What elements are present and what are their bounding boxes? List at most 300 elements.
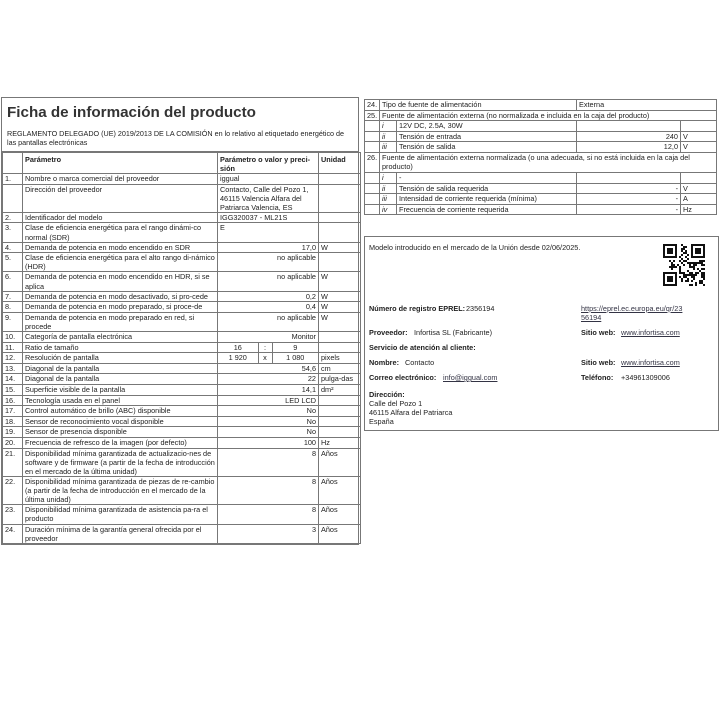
qr-module — [689, 266, 691, 268]
table-row — [3, 342, 361, 353]
power-supply-table — [364, 99, 717, 215]
row-number — [3, 184, 23, 212]
row-description: Demanda de potencia en modo preparado en red, si procede — [23, 312, 218, 331]
table-row — [3, 448, 361, 476]
row-value — [577, 172, 681, 183]
table-row — [365, 100, 717, 111]
qr-module — [683, 248, 685, 250]
table-row — [3, 363, 361, 374]
qr-module — [691, 262, 693, 264]
qr-module — [701, 274, 703, 276]
row-number: 5. — [3, 253, 23, 272]
row-unit — [319, 395, 361, 406]
row-description: Sensor de presencia disponible — [23, 427, 218, 438]
row-description: Diagonal de la pantalla — [23, 374, 218, 385]
qr-module — [681, 280, 683, 282]
service-website-link[interactable]: www.infortisa.com — [621, 358, 680, 367]
row-number: 4. — [3, 242, 23, 253]
qr-module — [683, 264, 685, 266]
qr-module — [695, 264, 697, 266]
qr-module — [677, 264, 679, 266]
row-number: 8. — [3, 302, 23, 313]
eprel-label: Número de registro EPREL: — [369, 304, 466, 313]
row-unit: W — [319, 291, 361, 302]
row-unit — [681, 172, 717, 183]
qr-module — [691, 272, 693, 274]
table-subrow — [365, 172, 717, 183]
row-description: Clase de eficiencia energética para el alto rango di-námico (HDR) — [23, 253, 218, 272]
table-row — [3, 332, 361, 343]
table-row — [3, 385, 361, 396]
row-unit: Años — [319, 448, 361, 476]
table-subrow — [365, 121, 717, 132]
qr-module — [699, 282, 701, 284]
qr-module — [703, 276, 705, 278]
header-value: Parámetro o valor y preci-sión — [218, 152, 319, 173]
row-value: 0,2 — [218, 291, 319, 302]
row-description: Duración mínima de la garantía general ofrecida por el proveedor — [23, 524, 218, 543]
row-value: no aplicable — [218, 253, 319, 272]
row-number: 20. — [3, 438, 23, 449]
table-row — [3, 427, 361, 438]
row-description: Disponibilidad mínima garantizada de asistencia pa-ra el producto — [23, 505, 218, 524]
qr-module — [685, 246, 687, 248]
row-spacer — [365, 204, 380, 215]
qr-module — [685, 256, 687, 258]
sheet-title: Ficha de información del producto — [7, 104, 256, 121]
row-spacer — [365, 194, 380, 205]
ratio-a: 16 — [233, 342, 242, 352]
qr-module — [689, 262, 691, 264]
qr-module — [679, 270, 681, 272]
table-row — [3, 173, 361, 184]
eprel-info-box — [364, 236, 719, 431]
website-label: Sitio web: — [581, 328, 616, 337]
row-spacer — [365, 172, 380, 183]
row-value: 22 — [218, 374, 319, 385]
header-param: Parámetro — [23, 152, 218, 173]
qr-module — [683, 246, 685, 248]
qr-module — [675, 266, 677, 268]
row-spacer — [365, 131, 380, 142]
row-unit: W — [319, 312, 361, 331]
resolution-x: x — [258, 353, 272, 363]
row-value: - — [577, 194, 681, 205]
table-row — [3, 438, 361, 449]
eprel-link-part1: https://eprel.ec.europa.eu/qr/23 — [581, 304, 683, 313]
row-label: - — [397, 172, 577, 183]
qr-module — [701, 276, 703, 278]
qr-module — [671, 262, 673, 264]
row-label: Tensión de salida requerida — [397, 183, 577, 194]
table-row — [3, 253, 361, 272]
row-description: Dirección del proveedor — [23, 184, 218, 212]
qr-module — [697, 262, 699, 264]
qr-module — [691, 280, 693, 282]
row-number: 24. — [3, 524, 23, 543]
qr-module — [685, 252, 687, 254]
qr-module — [671, 268, 673, 270]
row-unit: Hz — [681, 204, 717, 215]
row-description: Nombre o marca comercial del proveedor — [23, 173, 218, 184]
row-unit: pulga-das — [319, 374, 361, 385]
table-subrow — [365, 131, 717, 142]
row-unit: W — [319, 242, 361, 253]
qr-module — [681, 250, 683, 252]
qr-module — [673, 264, 675, 266]
row-value: 100 — [218, 438, 319, 449]
qr-module — [701, 280, 703, 282]
row-description: Demanda de potencia en modo desactivado, si pro-cede — [23, 291, 218, 302]
row-unit — [319, 332, 361, 343]
row-value: 8 — [218, 476, 319, 504]
product-parameters-table — [2, 152, 361, 544]
row-number: 13. — [3, 363, 23, 374]
qr-module — [669, 266, 671, 268]
qr-module — [703, 284, 705, 286]
qr-module — [681, 254, 683, 256]
qr-module — [671, 264, 673, 266]
ratio-split — [218, 343, 318, 353]
table-row — [3, 395, 361, 406]
table-row — [3, 223, 361, 242]
qr-module — [697, 268, 699, 270]
resolution-height: 1 080 — [272, 353, 318, 363]
qr-module — [693, 278, 695, 280]
table-subrow — [365, 142, 717, 153]
row-value: no aplicable — [218, 312, 319, 331]
row-value: 8 — [218, 448, 319, 476]
row-value: - — [577, 183, 681, 194]
row-description: Disponibilidad mínima garantizada de actualizacio-nes de software y de firmware (a partir de la fecha de introducción en el mercado de la última unidad) — [23, 448, 218, 476]
row-description: Superficie visible de la pantalla — [23, 385, 218, 396]
qr-module — [699, 262, 701, 264]
table-row — [3, 406, 361, 417]
qr-module — [679, 272, 681, 274]
qr-module — [667, 276, 673, 282]
qr-module — [699, 270, 701, 272]
row-description: Sensor de reconocimiento vocal disponible — [23, 416, 218, 427]
resolution-split — [218, 353, 318, 363]
qr-module — [703, 268, 705, 270]
qr-module — [691, 266, 693, 268]
table-row — [3, 312, 361, 331]
row-unit: V — [681, 183, 717, 194]
table-row — [3, 184, 361, 212]
row-unit — [319, 212, 361, 223]
row-number: 12. — [3, 353, 23, 364]
row-number: 16. — [3, 395, 23, 406]
row-description: Resolución de pantalla — [23, 353, 218, 364]
eprel-link-part2: 56194 — [581, 313, 602, 323]
qr-module — [681, 248, 683, 250]
row-unit: dm² — [319, 385, 361, 396]
qr-module — [679, 256, 681, 258]
row-value: No — [218, 406, 319, 417]
email-link[interactable]: info@iggual.com — [443, 373, 498, 382]
eprel-link[interactable] — [581, 304, 701, 322]
qr-module — [697, 272, 699, 274]
row-unit: W — [319, 302, 361, 313]
row-value: 14,1 — [218, 385, 319, 396]
qr-module — [685, 260, 687, 262]
row-roman: i — [380, 172, 397, 183]
row-value: Monitor — [218, 332, 319, 343]
resolution-width: 1 920 — [228, 353, 247, 363]
row-unit: Años — [319, 476, 361, 504]
row-description: Identificador del modelo — [23, 212, 218, 223]
provider-label: Proveedor: — [369, 328, 408, 337]
row-label: Frecuencia de corriente requerida — [397, 204, 577, 215]
qr-module — [693, 266, 695, 268]
row-number: 11. — [3, 342, 23, 353]
row-unit: Años — [319, 524, 361, 543]
qr-module — [703, 264, 705, 266]
ratio-b: 9 — [272, 343, 318, 353]
table-row — [3, 353, 361, 364]
row-number: 19. — [3, 427, 23, 438]
row-unit — [319, 184, 361, 212]
row-value: Contacto, Calle del Pozo 1, 46115 Valencia Alfara del Patriarca Valencia, ES — [218, 184, 319, 212]
row-roman: iv — [380, 204, 397, 215]
qr-module — [683, 260, 685, 262]
qr-module — [685, 274, 687, 276]
row-roman: iii — [380, 194, 397, 205]
row-spacer — [365, 183, 380, 194]
table-row — [3, 476, 361, 504]
customer-service-title: Servicio de atención al cliente: — [369, 343, 476, 352]
row-description: Demanda de potencia en modo preparado, si proce-de — [23, 302, 218, 313]
qr-module — [701, 272, 703, 274]
qr-module — [703, 278, 705, 280]
qr-module — [681, 278, 683, 280]
row-description: Disponibilidad mínima garantizada de piezas de re-cambio (a partir de la fecha de introducción en el mercado de la última unidad) — [23, 476, 218, 504]
website-link[interactable]: www.infortisa.com — [621, 328, 680, 337]
qr-module — [703, 260, 705, 262]
qr-module — [669, 260, 671, 262]
regulation-text: REGLAMENTO DELEGADO (UE) 2019/2013 DE LA COMISIÓN en lo relativo al etiquetado energético de las pantallas electrónicas — [7, 129, 345, 148]
qr-module — [673, 260, 675, 262]
qr-module — [685, 276, 687, 278]
qr-module — [703, 274, 705, 276]
row-value: 240 — [577, 131, 681, 142]
row-label: 12V DC, 2.5A, 30W — [397, 121, 577, 132]
qr-module — [683, 274, 685, 276]
row-unit: pixels — [319, 353, 361, 364]
service-website-label: Sitio web: — [581, 358, 616, 367]
row-unit: W — [319, 272, 361, 291]
row-unit: V — [681, 142, 717, 153]
qr-module — [679, 266, 681, 268]
email-label: Correo electrónico: — [369, 373, 437, 382]
table-row — [365, 110, 717, 121]
row-spacer — [365, 121, 380, 132]
qr-code[interactable] — [663, 244, 705, 286]
qr-module — [679, 260, 681, 262]
table-row — [3, 242, 361, 253]
row-number: 14. — [3, 374, 23, 385]
row-label: Fuente de alimentación externa (no normalizada e incluida en la caja del producto) — [380, 110, 717, 121]
qr-module — [687, 270, 689, 272]
table-row — [3, 272, 361, 291]
row-value: IGG320037 - ML21S — [218, 212, 319, 223]
qr-module — [693, 276, 695, 278]
row-value: - — [577, 204, 681, 215]
qr-module — [701, 260, 703, 262]
row-unit — [319, 416, 361, 427]
qr-module — [685, 280, 687, 282]
qr-module — [701, 264, 703, 266]
qr-module — [679, 276, 681, 278]
row-unit: cm — [319, 363, 361, 374]
row-value: E — [218, 223, 319, 242]
row-value: LED LCD — [218, 395, 319, 406]
row-number: 18. — [3, 416, 23, 427]
qr-module — [703, 272, 705, 274]
row-roman: ii — [380, 131, 397, 142]
qr-module — [687, 262, 689, 264]
row-unit — [681, 121, 717, 132]
row-description: Diagonal de la pantalla — [23, 363, 218, 374]
row-number: 10. — [3, 332, 23, 343]
row-label: Tensión de salida — [397, 142, 577, 153]
row-unit — [319, 173, 361, 184]
qr-module — [689, 272, 691, 274]
qr-module — [681, 258, 683, 260]
qr-module — [685, 250, 687, 252]
row-number: 17. — [3, 406, 23, 417]
row-description: Clase de eficiencia energética para el rango dinámi-co normal (SDR) — [23, 223, 218, 242]
qr-module — [681, 244, 683, 246]
qr-module — [695, 272, 697, 274]
row-value: No — [218, 427, 319, 438]
row-number: 25. — [365, 110, 380, 121]
contact-name-value: Contacto — [405, 358, 435, 367]
qr-module — [673, 266, 675, 268]
row-number: 22. — [3, 476, 23, 504]
row-unit — [319, 253, 361, 272]
resolution-cell — [218, 353, 319, 364]
table-row — [3, 416, 361, 427]
qr-module — [667, 248, 673, 254]
row-description: Ratio de tamaño — [23, 342, 218, 353]
row-number: 24. — [365, 100, 380, 111]
eprel-number: 2356194 — [466, 304, 495, 313]
row-label: Tensión de entrada — [397, 131, 577, 142]
table-subrow — [365, 204, 717, 215]
row-label: Fuente de alimentación externa normalizada (o una adecuada, si no está incluida en la caja del producto) — [380, 152, 717, 172]
phone-value: +34961309006 — [621, 373, 670, 382]
row-roman: iii — [380, 142, 397, 153]
qr-module — [679, 268, 681, 270]
qr-module — [693, 264, 695, 266]
row-value: 17,0 — [218, 242, 319, 253]
qr-module — [691, 284, 693, 286]
row-unit: Años — [319, 505, 361, 524]
qr-module — [699, 280, 701, 282]
qr-module — [683, 272, 685, 274]
row-unit — [319, 406, 361, 417]
row-description: Control automático de brillo (ABC) disponible — [23, 406, 218, 417]
row-value: No — [218, 416, 319, 427]
row-number: 1. — [3, 173, 23, 184]
qr-module — [693, 262, 695, 264]
row-roman: i — [380, 121, 397, 132]
address-line: Calle del Pozo 1 — [369, 399, 423, 408]
qr-module — [687, 274, 689, 276]
provider-value: Infortisa SL (Fabricante) — [414, 328, 492, 337]
market-intro-text: Modelo introducido en el mercado de la Unión desde 02/06/2025. — [369, 243, 581, 252]
row-label: Intensidad de corriente requerida (mínima) — [397, 194, 577, 205]
table-row — [3, 374, 361, 385]
table-row — [3, 212, 361, 223]
row-unit — [319, 427, 361, 438]
row-value: no aplicable — [218, 272, 319, 291]
row-description: Demanda de potencia en modo encendido en SDR — [23, 242, 218, 253]
row-number: 7. — [3, 291, 23, 302]
row-value — [577, 121, 681, 132]
qr-module — [689, 274, 691, 276]
row-value: iggual — [218, 173, 319, 184]
qr-module — [671, 266, 673, 268]
row-number: 26. — [365, 152, 380, 172]
row-description: Categoría de pantalla electrónica — [23, 332, 218, 343]
address-title: Dirección: — [369, 390, 405, 399]
row-value: 12,0 — [577, 142, 681, 153]
row-unit: V — [681, 131, 717, 142]
phone-label: Teléfono: — [581, 373, 614, 382]
qr-module — [695, 248, 701, 254]
qr-module — [695, 274, 697, 276]
qr-module — [681, 262, 683, 264]
qr-module — [681, 272, 683, 274]
qr-module — [699, 260, 701, 262]
row-number: 9. — [3, 312, 23, 331]
table-row — [3, 291, 361, 302]
table-subrow — [365, 194, 717, 205]
row-unit — [319, 223, 361, 242]
qr-module — [691, 274, 693, 276]
row-description: Demanda de potencia en modo encendido en HDR, si se aplica — [23, 272, 218, 291]
qr-module — [683, 252, 685, 254]
qr-module — [687, 278, 689, 280]
row-spacer — [365, 142, 380, 153]
qr-module — [695, 284, 697, 286]
row-value: 3 — [218, 524, 319, 543]
row-value: 54,6 — [218, 363, 319, 374]
row-value: Externa — [577, 100, 717, 111]
row-number: 6. — [3, 272, 23, 291]
address-line: España — [369, 417, 394, 426]
qr-module — [695, 282, 697, 284]
qr-module — [693, 274, 695, 276]
qr-module — [701, 262, 703, 264]
qr-module — [695, 262, 697, 264]
address-line: 46115 Alfara del Patriarca — [369, 408, 453, 417]
row-number: 23. — [3, 505, 23, 524]
table-row — [3, 302, 361, 313]
table-row — [3, 505, 361, 524]
ratio-sep: : — [258, 343, 272, 353]
row-value: 0,4 — [218, 302, 319, 313]
row-number: 2. — [3, 212, 23, 223]
table-header-row — [3, 152, 361, 173]
qr-module — [687, 254, 689, 256]
row-unit: Hz — [319, 438, 361, 449]
qr-module — [691, 276, 693, 278]
qr-module — [687, 280, 689, 282]
qr-module — [701, 282, 703, 284]
